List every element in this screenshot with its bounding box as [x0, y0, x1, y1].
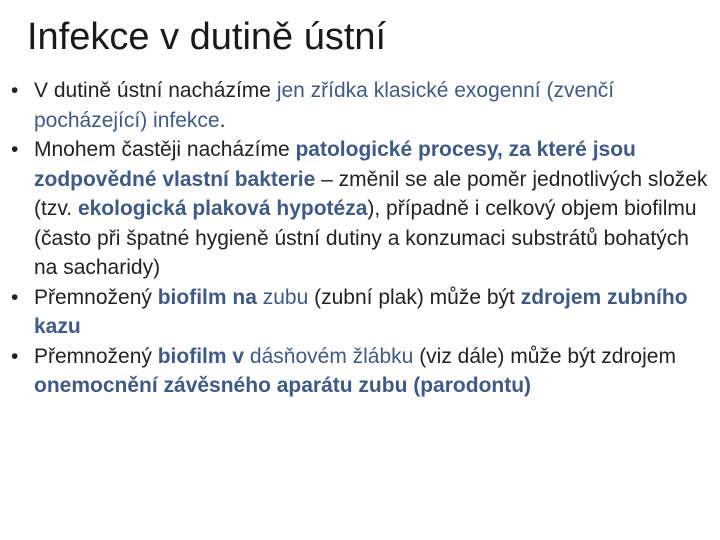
- bullet-icon: •: [11, 344, 19, 368]
- bullet-text-3-part-1: Přemnožený: [34, 285, 158, 309]
- bullet-text-4-part-2: biofilm v: [157, 344, 250, 368]
- bullet-text-3-part-3: zubu: [262, 285, 309, 309]
- bullet-text-2-part-2: patologické procesy, za které jsou zodpovědné vlastní bakterie: [34, 138, 636, 191]
- bullet-text-3-part-5: zdrojem zubního kazu: [34, 285, 688, 338]
- bullet-item-1: [0, 76, 720, 135]
- bullet-text-2-part-3: – změnil se ale poměr jednotlivých složek (tzv.: [34, 167, 708, 220]
- bullet-text-1-part-2: jen zřídka klasické exogenní (zvenčí pocházející) infekce: [34, 79, 615, 132]
- bullet-item-2: [0, 135, 720, 283]
- bullet-text-4-part-4: (viz dále) může být zdrojem: [413, 344, 676, 368]
- bullet-icon: •: [11, 79, 19, 102]
- bullet-text-1-part-3: .: [219, 108, 226, 132]
- bullet-item-3: [0, 283, 720, 342]
- bullet-icon: •: [11, 285, 19, 309]
- bullet-text-2-part-4: ekologická plaková hypotéza: [77, 197, 368, 220]
- bullet-text-1-part-1: V dutině ústní nacházíme: [34, 79, 277, 102]
- bullet-text-3-part-2: biofilm na: [157, 285, 263, 309]
- bullet-list: [0, 76, 720, 401]
- bullet-text-2-part-5: ), případně i celkový objem biofilmu (často při špatné hygieně ústní dutiny a konzumaci substrátů bohatých na sacharidy): [34, 197, 697, 279]
- bullet-text-4-part-3: dásňovém žlábku: [249, 344, 414, 368]
- bullet-item-4: [0, 342, 720, 401]
- bullet-icon: •: [11, 138, 19, 161]
- bullet-text-4-part-1: Přemnožený: [34, 344, 158, 368]
- bullet-text-3-part-4: (zubní plak) může být: [308, 285, 521, 309]
- bullet-text-2-part-1: Mnohem častěji nacházíme: [34, 138, 296, 161]
- bullet-text-4-part-5: onemocnění závěsného aparátu zubu (parodontu): [34, 374, 532, 397]
- slide-title: Infekce v dutině ústní: [27, 16, 387, 58]
